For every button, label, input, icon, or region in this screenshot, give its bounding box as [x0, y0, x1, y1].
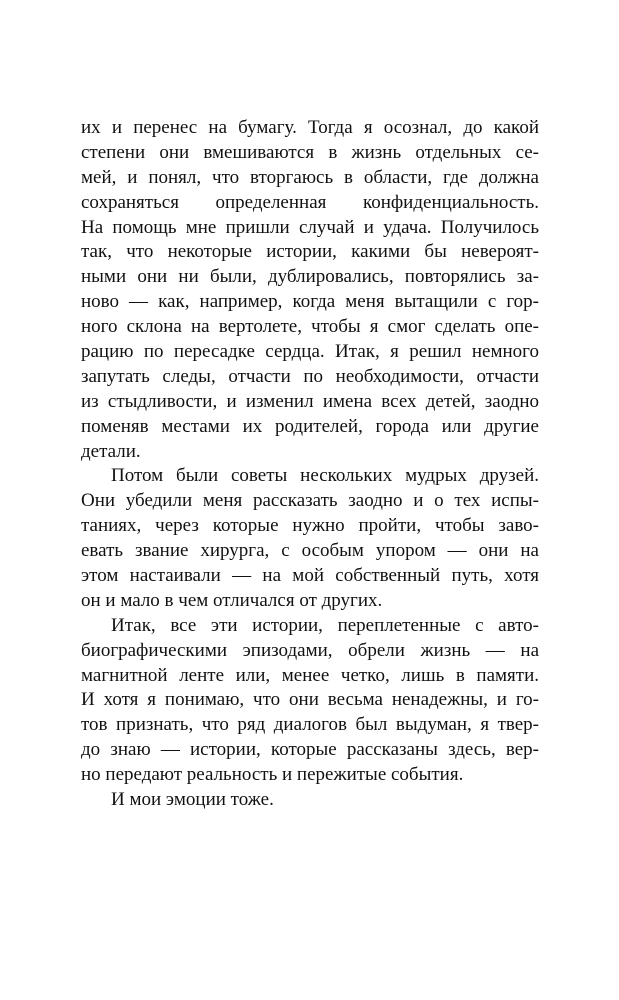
text-line: биографическими эпизодами, обрели жизнь — на: [81, 639, 539, 661]
text-line: ново — как, например, когда меня вытащили с гор-: [81, 291, 539, 313]
text-line: из стыдливости, и изменил имена всех детей, заодно: [81, 390, 539, 412]
text-line: евать звание хирурга, с особым упором — они на: [81, 540, 539, 562]
paragraph: [81, 116, 539, 464]
text-line: поменяв местами их родителей, города или другие: [81, 415, 539, 437]
text-line: И хотя я понимаю, что они весьма ненадежны, и го-: [81, 689, 539, 711]
text-line: он и мало в чем отличался от других.: [81, 589, 383, 611]
text-line: таниях, через которые нужно пройти, чтобы заво-: [81, 515, 539, 537]
text-line: рацию по пересадке сердца. Итак, я решил немного: [81, 341, 539, 363]
body-text: [81, 116, 539, 813]
text-line: ными они ни были, дублировались, повторялись за-: [81, 266, 539, 288]
text-line: Потом были советы нескольких мудрых друзей.: [111, 465, 539, 487]
paragraph: [81, 788, 539, 813]
text-line: На помощь мне пришли случай и удача. Получилось: [81, 216, 539, 238]
text-line: Они убедили меня рассказать заодно и о тех испы-: [81, 490, 539, 512]
text-line: до знаю — истории, которые рассказаны здесь, вер-: [81, 739, 539, 761]
text-line: детали.: [81, 440, 141, 462]
text-line: ного склона на вертолете, чтобы я смог сделать опе-: [81, 316, 539, 338]
text-line: Итак, все эти истории, переплетенные с авто-: [111, 614, 539, 636]
paragraph: [81, 464, 539, 613]
text-line: тов признать, что ряд диалогов был выдуман, я твер-: [81, 714, 539, 736]
text-line: так, что некоторые истории, какими бы невероят-: [81, 241, 539, 263]
paragraph: [81, 614, 539, 788]
text-line: И мои эмоции тоже.: [111, 789, 274, 811]
text-line: мей, и понял, что вторгаюсь в области, где должна: [81, 166, 539, 188]
text-line: этом настаивали — на мой собственный путь, хотя: [81, 565, 539, 587]
text-line: но передают реальность и пережитые события.: [81, 764, 464, 786]
text-line: их и перенес на бумагу. Тогда я осознал, до какой: [81, 117, 539, 138]
text-line: сохраняться определенная конфиденциальность.: [81, 191, 539, 213]
text-line: степени они вмешиваются в жизнь отдельных се-: [81, 141, 539, 163]
text-line: запутать следы, отчасти по необходимости, отчасти: [81, 365, 539, 387]
text-line: магнитной ленте или, менее четко, лишь в памяти.: [81, 664, 539, 686]
